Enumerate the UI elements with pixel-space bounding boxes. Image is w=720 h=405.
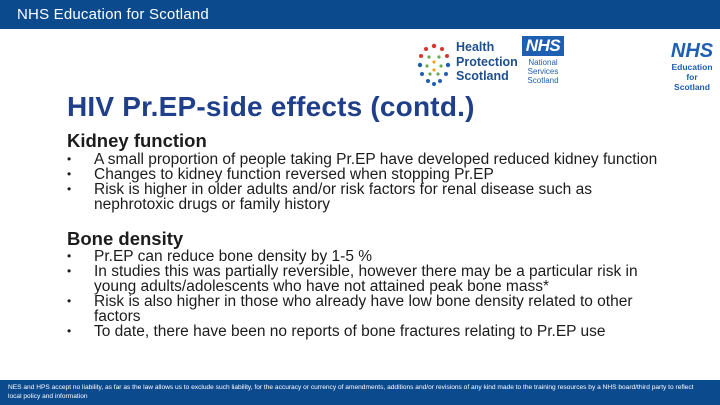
- bone-bullet-list: [67, 249, 667, 339]
- hps-logo-text: Health Protection Scotland: [456, 40, 518, 83]
- section-heading-bone: Bone density: [67, 228, 184, 249]
- list-item: • Risk is also higher in those who already have low bone density related to other factors: [67, 293, 633, 325]
- bullet-icon: •: [67, 167, 72, 181]
- footer-disclaimer: NES and HPS accept no liability, as far as the law allows us to exclude such liability, for the accuracy or currency of amendments, additions and/or revisions of any kind made to the training resources by a NHS board/third party to reflect local policy and information: [8, 384, 694, 400]
- header-title: NHS Education for Scotland: [17, 6, 209, 23]
- nhs-education-text: Education for Scotland: [671, 62, 713, 92]
- slide-title: HIV Pr.EP-side effects (contd.): [67, 91, 475, 122]
- bullet-icon: •: [67, 249, 72, 263]
- list-item: • In studies this was partially reversible, however there may be a particular risk in young adults/adolescents who have not attained peak bone mass*: [67, 263, 638, 295]
- dotted-circle-logo-icon: [414, 40, 454, 90]
- bullet-icon: •: [67, 182, 72, 196]
- list-item: • A small proportion of people taking Pr.EP have developed reduced kidney function: [67, 151, 658, 168]
- bullet-icon: •: [67, 294, 72, 308]
- header-bar: [0, 0, 720, 29]
- nhs-national-services-text: National Services Scotland: [527, 58, 559, 85]
- kidney-bullet-list: [67, 152, 667, 212]
- bullet-icon: •: [67, 324, 72, 338]
- list-item: • Changes to kidney function reversed when stopping Pr.EP: [67, 166, 494, 183]
- nhs-national-services-logo: [512, 36, 574, 94]
- nhs-mark: NHS: [670, 40, 714, 62]
- nhs-education-logo: [665, 40, 719, 100]
- list-item: • Risk is higher in older adults and/or risk factors for renal disease such as nephrotoxic drugs or family history: [67, 181, 592, 213]
- bullet-icon: •: [67, 264, 72, 278]
- footer-bar: [0, 380, 720, 405]
- list-item: • Pr.EP can reduce bone density by 1-5 %: [67, 248, 373, 265]
- nhs-mark: NHS: [522, 36, 564, 56]
- section-heading-kidney: Kidney function: [67, 130, 207, 151]
- bullet-icon: •: [67, 152, 72, 166]
- hps-logo: [414, 40, 518, 90]
- list-item: • To date, there have been no reports of bone fractures relating to Pr.EP use: [67, 323, 606, 340]
